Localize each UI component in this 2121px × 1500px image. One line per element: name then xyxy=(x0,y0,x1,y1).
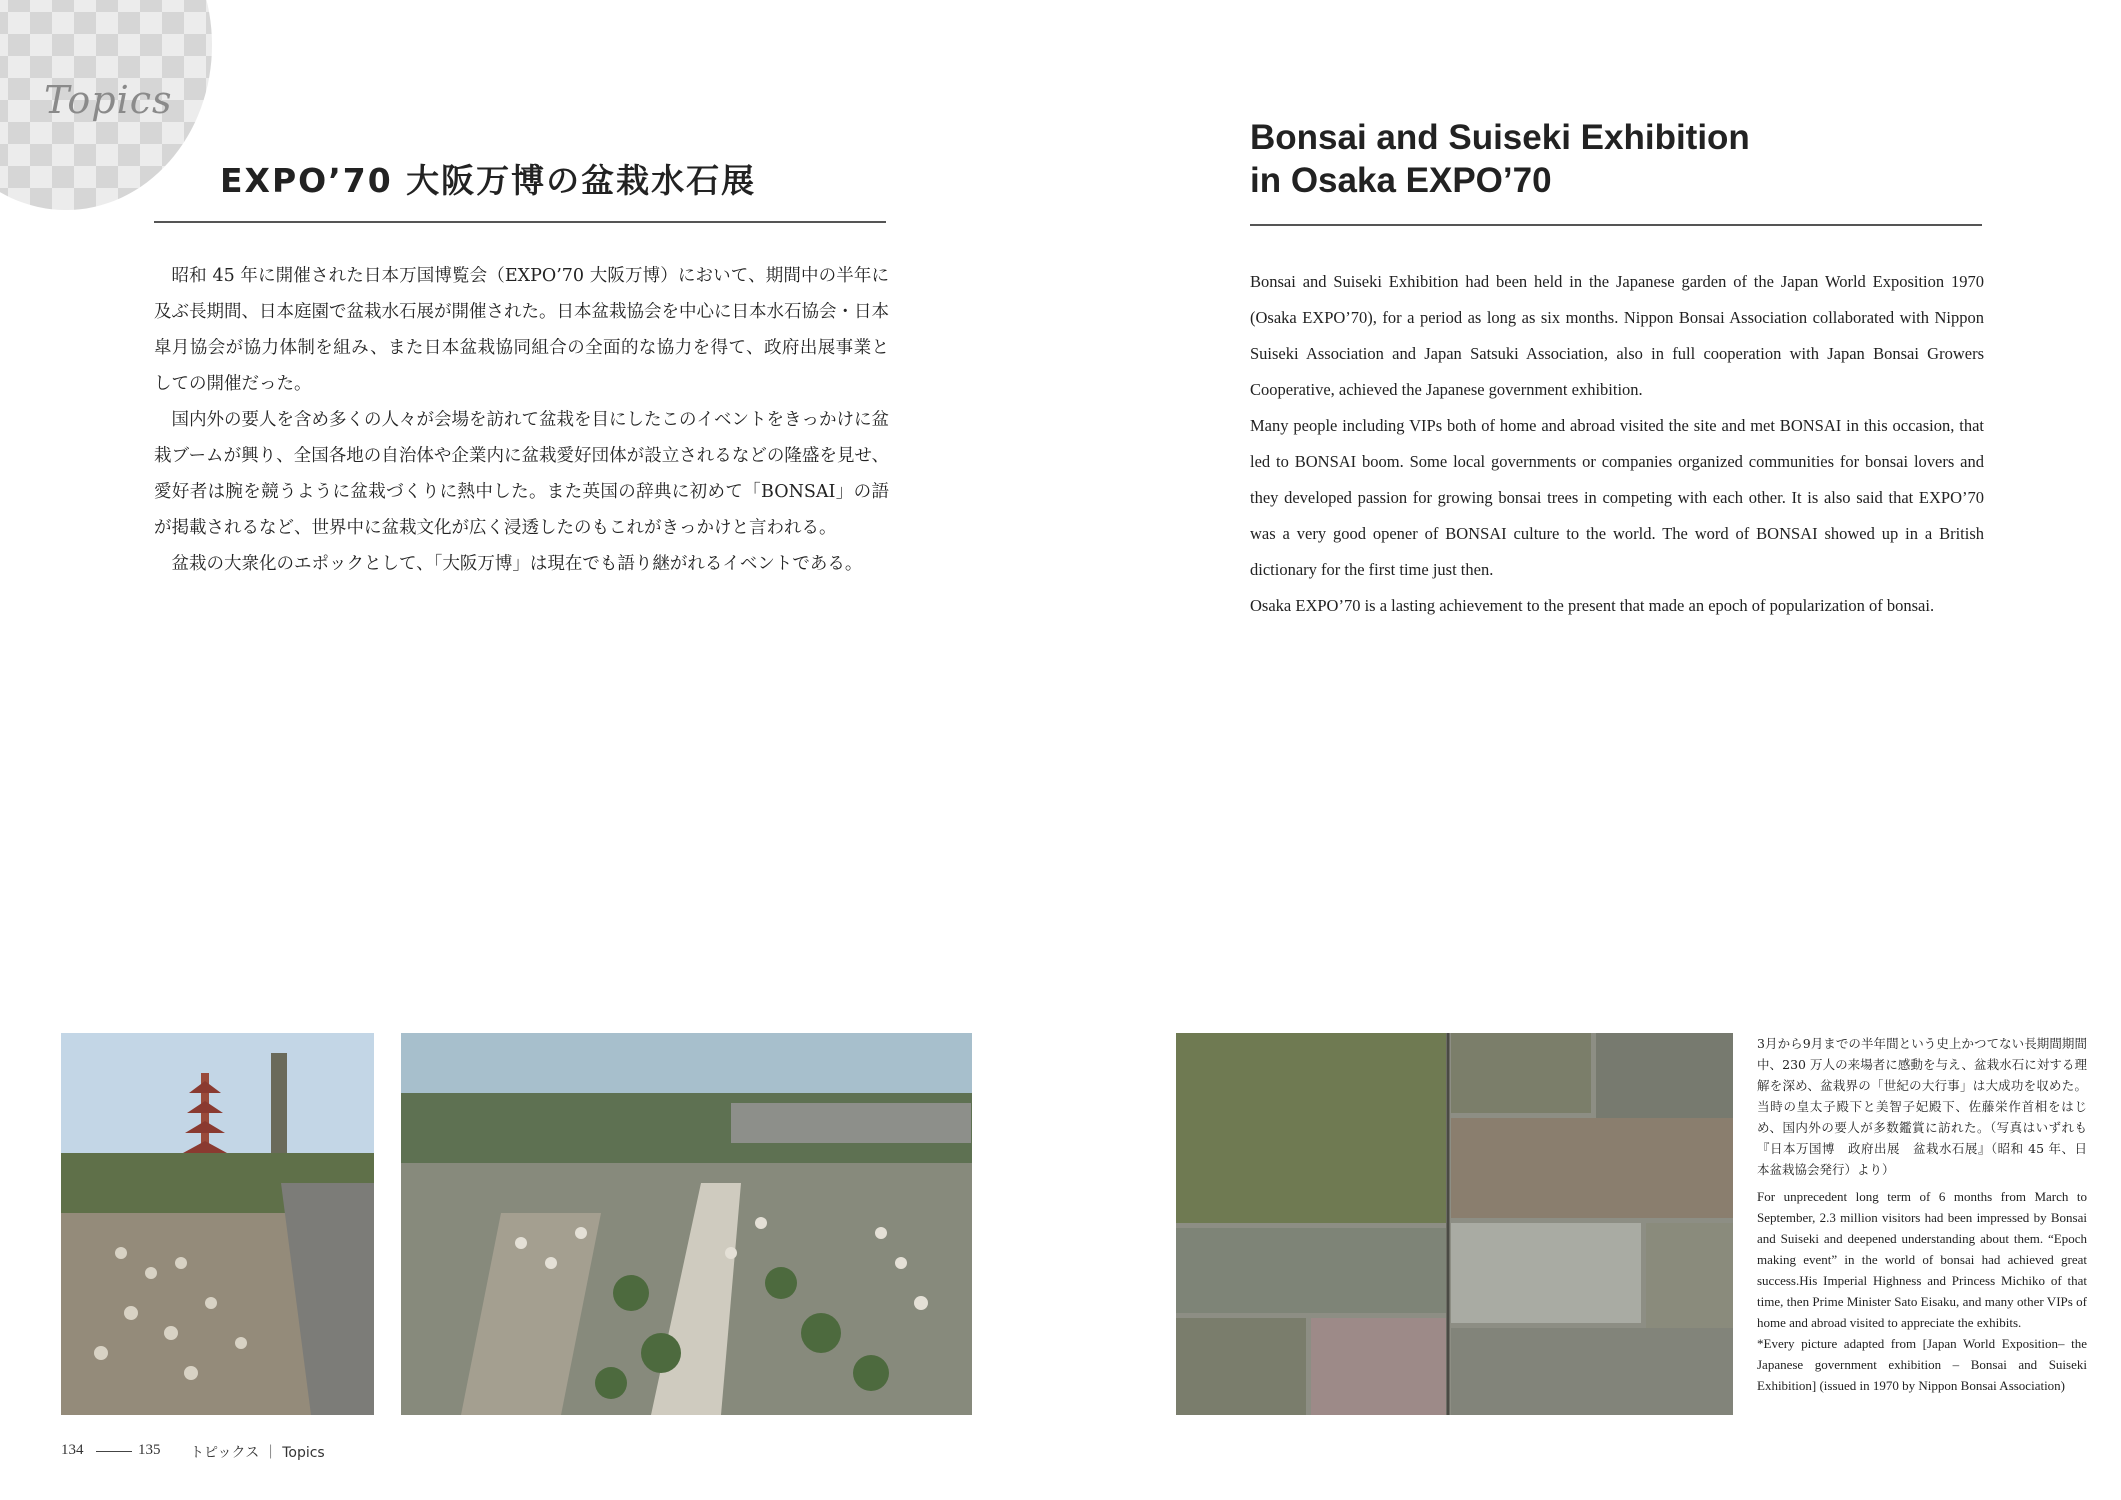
photo-exhibition-crowds xyxy=(401,1033,972,1415)
page-number-dash xyxy=(96,1451,132,1452)
caption-paragraph: For unprecedent long term of 6 months from March to September, 2.3 million visitors had been impressed by Bonsai and Suiseki and deepened understanding about them. “Epoch making event” in the world of bonsai had achieved great success.His Imperial Highness and Princess Michiko of that time, then Prime Minister Sato Eisaku, and many other VIPs of home and abroad visited to appreciate the exhibits. xyxy=(1757,1189,2087,1330)
photo-illustration xyxy=(61,1033,374,1415)
page-title-japanese: EXPO’70 大阪万博の盆栽水石展 xyxy=(220,161,757,200)
photo-illustration xyxy=(1176,1033,1733,1415)
paragraph: Many people including VIPs both of home and abroad visited the site and met BONSAI in this occasion, that led to BONSAI boom. Some local governments or companies organized communities for bonsai lovers and they developed passion for growing bonsai trees in competing with each other. It is also said that EXPO’70 was a very good opener of BONSAI culture to the world. The word of BONSAI showed up in a British dictionary for the first time just then. xyxy=(1250,416,1984,579)
topics-label: Topics xyxy=(44,78,173,122)
title-line-1: Bonsai and Suiseki Exhibition xyxy=(1250,118,1750,157)
photo-illustration xyxy=(401,1033,972,1415)
caption-english xyxy=(1757,1186,2087,1396)
page-title-english xyxy=(1250,116,1750,202)
section-label: トピックス ｜ Topics xyxy=(190,1445,325,1461)
paragraph: Osaka EXPO’70 is a lasting achievement to the present that made an epoch of popularization of bonsai. xyxy=(1250,596,1935,615)
japanese-article-body xyxy=(154,258,889,582)
english-article-body xyxy=(1250,264,1984,624)
page-number-right: 135 xyxy=(138,1442,161,1458)
title-line-2: in Osaka EXPO’70 xyxy=(1250,161,1552,200)
title-divider-left xyxy=(154,221,886,223)
paragraph: 盆栽の大衆化のエポックとして、「大阪万博」は現在でも語り継がれるイベントである。 xyxy=(171,554,863,574)
title-divider-right xyxy=(1250,224,1982,226)
paragraph: Bonsai and Suiseki Exhibition had been held in the Japanese garden of the Japan World Exposition 1970 (Osaka EXPO’70), for a period as long as six months. Nippon Bonsai Association collaborated with Nippon Suiseki Association and Japan Satsuki Association, also in full cooperation with Japan Bonsai Growers Cooperative, achieved the Japanese government exhibition. xyxy=(1250,272,1984,399)
caption-credit: *Every picture adapted from [Japan World Exposition– the Japanese government exhibition – Bonsai and Suiseki Exhibition] (issued in 1970 by Nippon Bonsai Association) xyxy=(1757,1336,2087,1393)
paragraph: 国内外の要人を含め多くの人々が会場を訪れて盆栽を目にしたこのイベントをきっかけに盆栽ブームが興り、全国各地の自治体や企業内に盆栽愛好団体が設立されるなどの隆盛を見せ、愛好者は腕を競うように盆栽づくりに熱中した。また英国の辞典に初めて「BONSAI」の語が掲載されるなど、世界中に盆栽文化が広く浸透したのもこれがきっかけと言われる。 xyxy=(154,410,889,538)
paragraph: 昭和 45 年に開催された日本万国博覧会（EXPO’70 大阪万博）において、期間中の半年に及ぶ長期間、日本庭園で盆栽水石展が開催された。日本盆栽協会を中心に日本水石協会・日本皐月協会が協力体制を組み、また日本盆栽協同組合の全面的な協力を得て、政府出展事業としての開催だった。 xyxy=(154,266,889,394)
photo-exhibition-garden-pagoda xyxy=(61,1033,374,1415)
caption-japanese: 3月から9月までの半年間という史上かつてない長期間期間中、230 万人の来場者に感動を与え、盆栽水石に対する理解を深め、盆栽界の「世紀の大行事」は大成功を収めた。当時の皇太子殿下と美智子妃殿下、佐藤栄作首相をはじめ、国内外の要人が多数鑑賞に訪れた。（写真はいずれも『日本万国博 政府出展 盆栽水石展』（昭和 45 年、日本盆栽協会発行）より） xyxy=(1757,1036,2087,1177)
page-number-left: 134 xyxy=(61,1442,84,1458)
photo-exhibition-book-collage xyxy=(1176,1033,1733,1415)
